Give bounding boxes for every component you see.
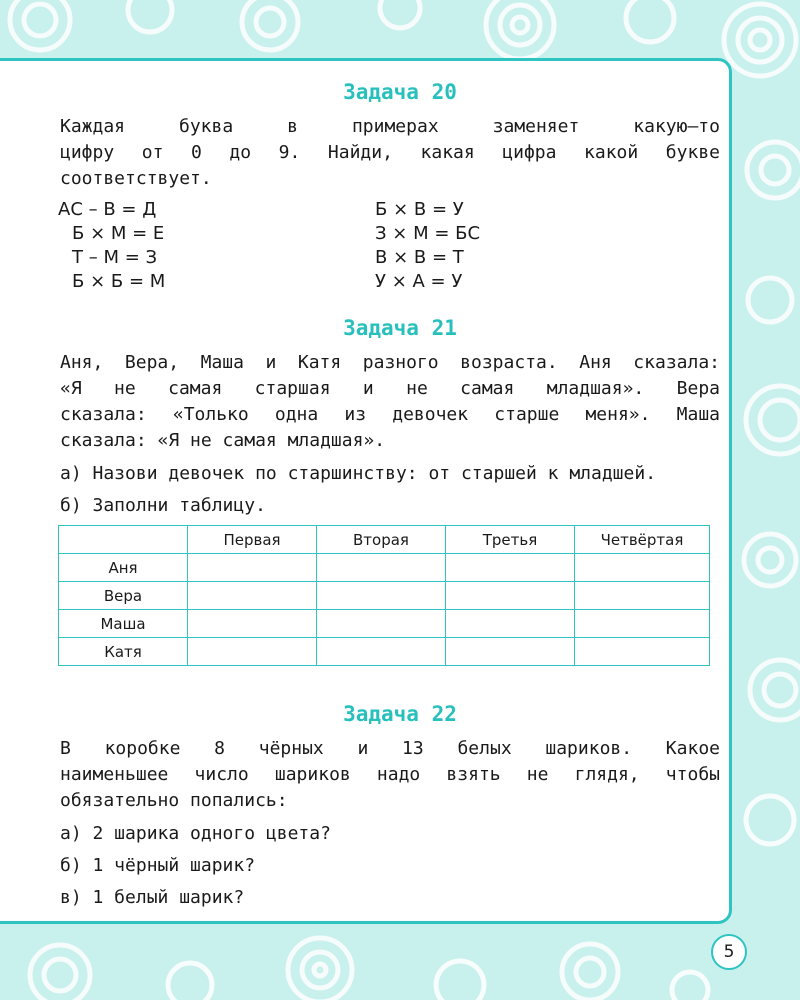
table-row <box>59 554 710 582</box>
table-cell[interactable] <box>317 582 446 610</box>
task-21-line: сказала: «Я не самая младшая». <box>60 430 386 451</box>
table-cell[interactable] <box>575 582 710 610</box>
age-table <box>58 525 710 666</box>
task-20-line: соответствует. <box>60 168 212 189</box>
task-21-text <box>60 350 720 454</box>
table-header-cell: Третья <box>446 526 575 554</box>
table-cell[interactable] <box>446 582 575 610</box>
table-cell[interactable] <box>188 638 317 666</box>
table-row <box>59 582 710 610</box>
table-cell[interactable] <box>446 554 575 582</box>
task-21-item-a: а) Назови девочек по старшинству: от старшей к младшей. <box>60 463 657 484</box>
page-number: 5 <box>711 934 747 970</box>
table-cell[interactable] <box>188 554 317 582</box>
task-21-line: Аня, Вера, Маша и Катя разного возраста. Аня сказала: <box>60 352 720 373</box>
table-cell[interactable] <box>575 554 710 582</box>
table-header-cell: Первая <box>188 526 317 554</box>
equation: Б × Б = М <box>72 271 166 292</box>
task-22-item: в) 1 белый шарик? <box>60 887 245 908</box>
equation: Б × М = Е <box>72 223 165 244</box>
equation: У × А = У <box>375 271 463 292</box>
equation: Б × В = У <box>375 199 464 220</box>
task-22-text <box>60 736 720 814</box>
table-cell[interactable] <box>188 610 317 638</box>
task-21-line: «Я не самая старшая и не самая младшая». Вера <box>60 378 720 399</box>
equation: В × В = Т <box>375 247 464 268</box>
equation: З × М = БС <box>375 223 481 244</box>
equation: АС – В = Д <box>58 199 157 220</box>
task-20-line: Каждая буква в примерах заменяет какую–то <box>60 116 720 137</box>
table-row <box>59 610 710 638</box>
task-20-line: цифру от 0 до 9. Найди, какая цифра какой букве <box>60 142 720 163</box>
table-header-cell <box>59 526 188 554</box>
table-row-label: Аня <box>59 554 188 582</box>
table-header-cell: Четвёртая <box>575 526 710 554</box>
table-header-cell: Вторая <box>317 526 446 554</box>
equation: Т – М = З <box>72 247 158 268</box>
table-row-label: Маша <box>59 610 188 638</box>
task-22-line: обязательно попались: <box>60 790 288 811</box>
task-21-item-b: б) Заполни таблицу. <box>60 495 266 516</box>
table-row-label: Вера <box>59 582 188 610</box>
table-cell[interactable] <box>575 638 710 666</box>
task-22-item: б) 1 чёрный шарик? <box>60 855 256 876</box>
task-21-title: Задача 21 <box>343 316 457 340</box>
table-cell[interactable] <box>575 610 710 638</box>
task-20-text <box>60 114 720 192</box>
table-cell[interactable] <box>188 582 317 610</box>
table-row-label: Катя <box>59 638 188 666</box>
table-cell[interactable] <box>317 638 446 666</box>
table-cell[interactable] <box>317 610 446 638</box>
table-cell[interactable] <box>317 554 446 582</box>
table-row <box>59 638 710 666</box>
table-header-row <box>59 526 710 554</box>
task-22-line: В коробке 8 чёрных и 13 белых шариков. Какое <box>60 738 720 759</box>
table-cell[interactable] <box>446 638 575 666</box>
task-22-line: наименьшее число шариков надо взять не глядя, чтобы <box>60 764 720 785</box>
task-20-title: Задача 20 <box>343 80 457 104</box>
task-22-item: а) 2 шарика одного цвета? <box>60 823 331 844</box>
table-cell[interactable] <box>446 610 575 638</box>
task-22-title: Задача 22 <box>343 702 457 726</box>
task-21-line: сказала: «Только одна из девочек старше меня». Маша <box>60 404 720 425</box>
